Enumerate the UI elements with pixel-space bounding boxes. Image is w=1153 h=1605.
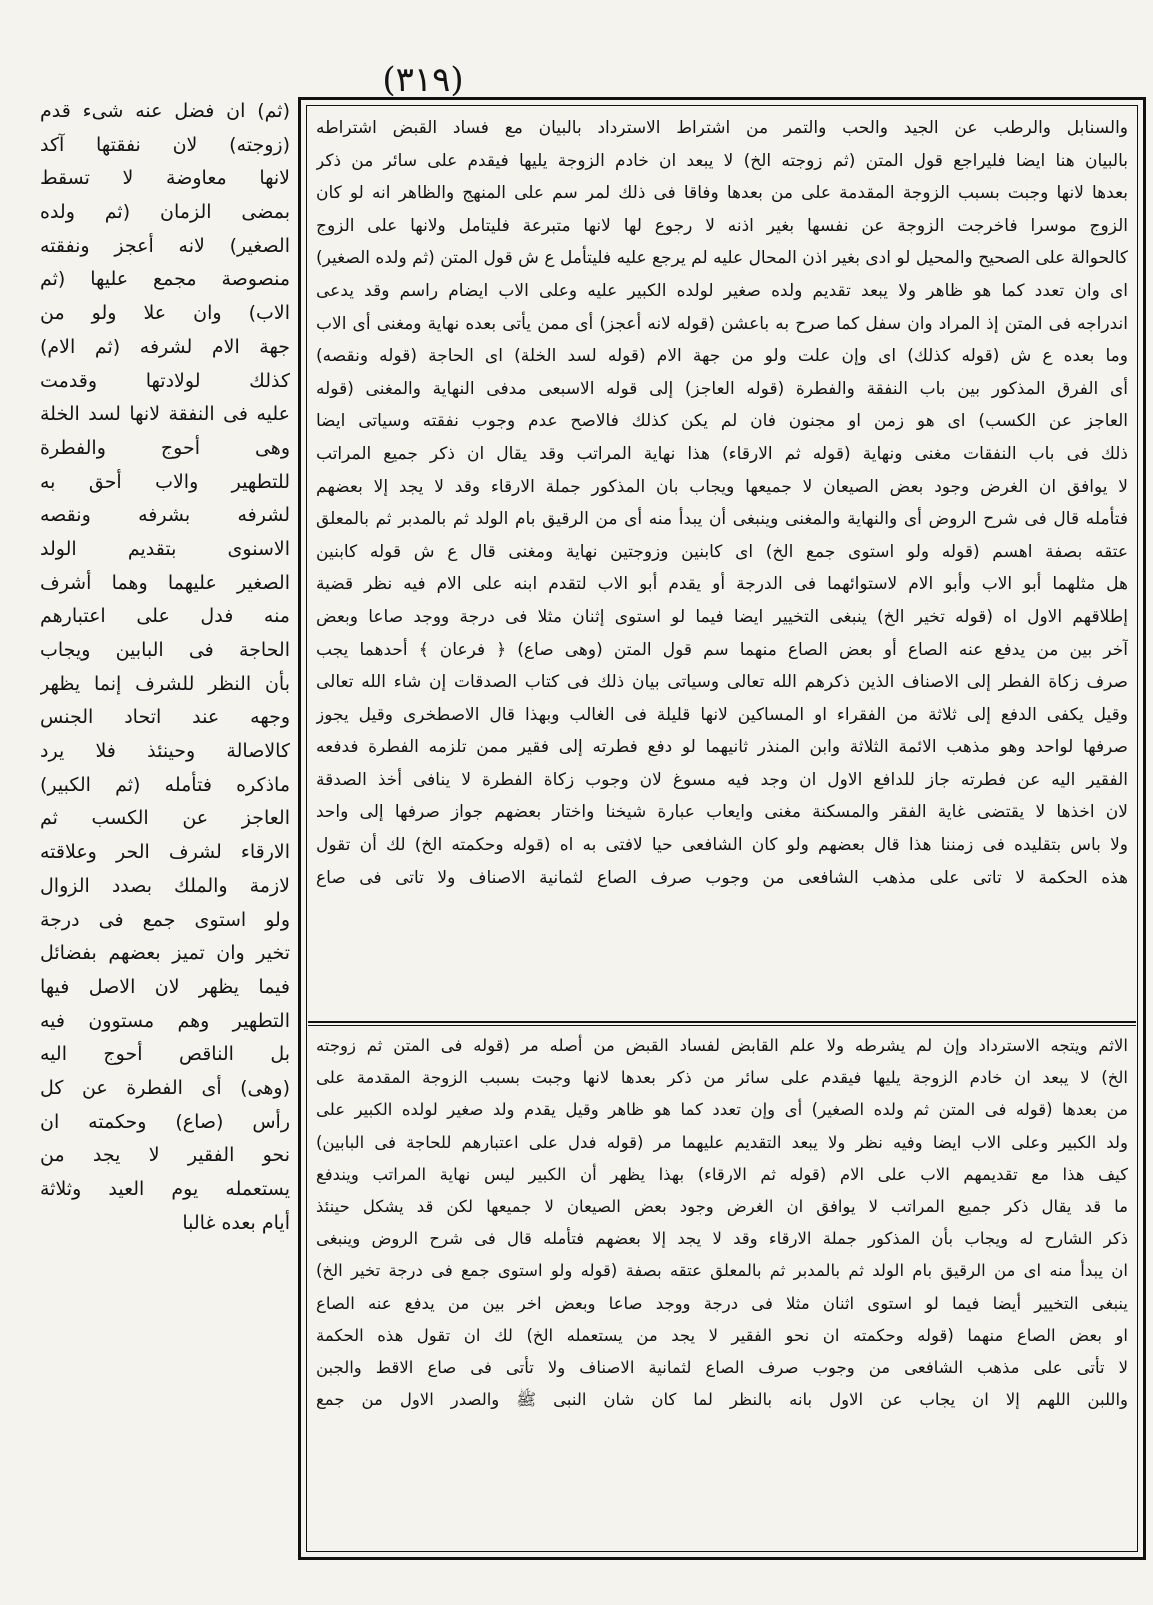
margin-text-line: بأن النظر للشرف إنما يظهر [40,672,290,695]
margin-text-line: التطهير وهم مستوون فيه [40,1009,290,1032]
margin-text-line: عليه فى النفقة لانها لسد الخلة [40,403,290,426]
upper-text-line: وقيل يكفى الدفع إلى ثلاثة من الفقراء او المساكين لانها قليلة فى الغالب وبهذا قال الاصطخرى وقيل يجوز [316,704,1128,725]
margin-text-line: نحو الفقير لا يجد من [40,1144,290,1167]
margin-text-line: للتطهير والاب أحق به [40,470,290,493]
margin-text-line: منصوصة مجمع عليها (ثم [40,268,290,291]
margin-text-line: فيما يظهر لان الاصل فيها [40,975,290,998]
upper-text-line: لان اخذها لا يقتضى غاية الفقر والمسكنة مغنى وايعاب عبارة شيخنا واختار بعضهم جواز صرفها إلى واحد [316,802,1128,823]
upper-text-line: صرف زكاة الفطر إلى الاصناف الذين ذكرهم الله تعالى وسياتى بيان ذلك فى كتاب الصدقات إن شاء الله تعالى [316,672,1128,693]
lower-text-line: الخ) لا يبعد ان خادم الزوجة يليها فيقدم على سائر من ذكر بعدها لانها وجبت بسبب الزوجة المقدمة على [316,1068,1128,1088]
margin-text-line: الاب) وان علا ولو من [40,302,290,325]
margin-text-line: لشرفه بشرفه ونقصه [40,504,290,527]
upper-commentary-block [316,112,1128,894]
upper-text-line: ولا باس بتقليده فى زمننا هذا قال بعضهم ولو كان الشافعى حيا لافتى به اه (قوله وحكمته الخ) لك أن تقول [316,835,1128,856]
margin-text-line: وجهه عند اتحاد الجنس [40,706,290,729]
lower-text-line: لا تأتى على مذهب الشافعى من وجوب صرف الصاع لثمانية الاصناف ولا تأتى فى صاع الاقط والجبن [316,1357,1128,1377]
upper-text-line: آخر بين من يدفع عنه الصاع أو بعض الصاع منهما سم قول المتن (وهى صاع) ﴿ فرعان ﴾ أحدهما يجب [316,639,1128,660]
margin-text-line: كذلك لولادتها وقدمت [40,369,290,392]
margin-text-line: الحاجة فى البابين ويجاب [40,639,290,661]
upper-text-line: إطلاقهم الاول اه (قوله تخير الخ) ينبغى التخيير ايضا فيما لو استوى إثنان مثلا فى درجة ووجد صاعا وبعض [316,606,1128,627]
upper-text-line: صرفها لواحد وهو مذهب الائمة الثلاثة وابن المنذر ثانيهما لو دفع فطرته إلى فقير ممن تلزمه الفطرة فدفعه [316,737,1128,758]
margin-text-line: ماذكره فتأمله (ثم الكبير) [40,773,290,796]
upper-text-line: وما بعده ع ش (قوله كذلك) اى وإن علت ولو من جهة الام (قوله لسد الخلة) اى الحاجة (قوله ونقصه) [316,346,1128,367]
upper-text-line: هذه الحكمة لا تاتى على مذهب الشافعى من وجوب صرف الصاع لثمانية الاصناف ولا تاتى فى صاع [316,867,1128,888]
margin-text-line: بل الناقص أحوج اليه [40,1043,290,1066]
lower-text-line: ان يبدأ منه اى من الرقيق بام الولد ثم بالمدبر ثم بالمعلق عتقه بصفة (قوله ولو استوى جمع فى درجة تخير الخ) [316,1261,1128,1281]
lower-text-line: الاثم ويتجه الاسترداد وإن لم يشرطه ولا علم القابض لفساد القبض من أصله مر (قوله فى المتن ثم زوجته [316,1036,1128,1055]
margin-matn-column [40,95,290,1240]
upper-text-line: الزوج موسرا فاخرجت الزوجة عن نفسها بغير اذنه لا رجوع لها لانها متبرعة فليتامل ولانها على الزوج [316,215,1128,236]
lower-text-line: او بعض الصاع منهما (قوله وحكمته ان نحو الفقير لا يجد من يستعمله الخ) لك ان تقول هذه الحكمة [316,1325,1128,1345]
margin-text-line: (وهى) أى الفطرة عن كل [40,1076,290,1099]
margin-text-line: لانها معاوضة لا تسقط [40,167,290,190]
upper-text-line: والسنابل والرطب عن الجيد والحب والتمر من اشتراط الاسترداد بالبيان مع فساد القبض اشتراطه [316,118,1128,138]
lower-text-line: ذكر الشارح له ويجاب بأن المذكور جملة الارقاء وقد لا يجد إلا بعضهم فتأمله قال فى شرح الروض وينبغى [316,1229,1128,1249]
margin-text-line: كالاصالة وحينئذ فلا يرد [40,740,290,763]
margin-text-line: أيام بعده غالبا [182,1211,290,1234]
margin-text-line: تخير وان تميز بعضهم بفضائل [40,942,290,965]
upper-text-line: الفقير اليه عن فطرته جاز للدافع الاول ان وجد فيه مسوغ لان وجوب زكاة الفطرة لا ينافى أخذ الصدقة [316,769,1128,790]
margin-text-line: العاجز عن الكسب ثم [40,807,290,830]
lower-text-line: ما قد يقال ذكر جميع المراتب لا يوافق ان الغرض وجود بعض الصيعان لا جميعها لكن قد يشكل حينئذ [316,1196,1128,1216]
upper-text-line: بالبيان هنا ايضا فليراجع قول المتن (ثم زوجته الخ) لا يبعد ان خادم الزوجة يليها فيقدم على سائر من ذكر [316,150,1128,171]
upper-text-line: أى الفرق المذكور بين باب النفقة والفطرة (قوله العاجز) إلى قوله الاسبعى مدفى النهاية والمغنى (قوله [316,378,1128,399]
lower-text-line: ولد الكبير وعلى الاب ايضا وفيه نظر ولا يبعد التقديم عليهما مر (قوله فدل على اعتبارهم للحاجة فى البابين) [316,1132,1128,1152]
margin-text-line: ولو استوى جمع فى درجة [40,908,290,931]
margin-text-line: الاسنوى بتقديم الولد [40,537,290,560]
upper-text-line: بعدها لانها وجبت بسبب الزوجة المقدمة على من بعدها وفاقا فى ذلك لمر سم على المنهج والظاهر انه لو كان [316,183,1128,204]
upper-text-line: لا يوافق ان الغرض وجود بعض الصيعان لا جميعها ويجاب بان المذكور جملة الارقاء وقد لا يجد إلا بعضهم [316,476,1128,497]
upper-text-line: كالحوالة على الصحيح والمحيل لو ادى بغير اذن المحال عليه لم يرجع عليه فليتأمل ع ش قول المتن (ثم ولده الصغير) [316,248,1128,269]
margin-text-line: يستعمله يوم العيد وثلاثة [40,1178,290,1200]
section-divider [308,1021,1136,1023]
upper-text-line: عتقه بصفة اهسم (قوله ولو استوى جمع الخ) اى كابنين وزوجتين نهاية ومغنى قال ع ش قوله كابنين [316,541,1128,562]
margin-text-line: رأس (صاع) وحكمته ان [40,1110,290,1133]
upper-text-line: اندراجه فى المتن إذ المراد وان سفل كما صرح به باعشن (قوله لانه أعجز) أى ممن يأتى بعده نهاية ومغنى أى الاب [316,313,1128,334]
margin-text-line: منه فدل على اعتبارهم [40,605,290,628]
margin-text-line: الصغير) لانه أعجز ونفقته [40,234,290,257]
lower-commentary-block [316,1030,1128,1416]
margin-text-line: بمضى الزمان (ثم ولده [40,201,290,224]
upper-text-line: ذلك فى باب النفقات مغنى ونهاية (قوله ثم الارقاء) هذا نهاية المراتب وقد يقال ان ذكر جميع المراتب [316,443,1128,464]
upper-text-line: فتأمله قال فى شرح الروض أى والنهاية والمغنى وينبغى أن يبدأ منه أى من الرقيق بام الولد ثم بالمدبر ثم بالمعلق [316,509,1128,530]
upper-text-line: العاجز عن الكسب) اى هو زمن او مجنون فان لم يكن كذلك فالاصح عدم وجوب نفقته وسياتى ايضا [316,411,1128,432]
section-divider-thin [308,1025,1136,1026]
margin-text-line: الارقاء لشرف الحر وعلاقته [40,841,290,864]
margin-text-line: لازمة والملك بصدد الزوال [40,874,290,897]
margin-text-line: جهة الام لشرفه (ثم الام) [40,335,290,358]
upper-text-line: هل مثلهما أبو الاب وأبو الام لاستوائهما فى الدرجة أو يقدم أبو الاب لتقدم ابنه على الام فيه نظر قضية [316,574,1128,595]
page-number: (٣١٩) [382,60,464,100]
margin-text-line: (زوجته) لان نفقتها آكد [40,133,290,156]
lower-text-line: من بعدها (قوله فى المتن ثم ولده الصغير) أى وإن تعدد كما هو ظاهر وقيل يقدم ولد صغير لولده الكبير على [316,1100,1128,1120]
lower-text-line: ينبغى التخيير أيضا فيما لو استوى اثنان مثلا فى درجة ووجد صاعا وبعض اخر بين من يدفع عنه الصاع [316,1293,1128,1313]
lower-text-line: كيف هذا مع تقديمهم الاب على الام (قوله ثم الارقاء) بهذا يظهر أن الكبير ليس نهاية المراتب ويندفع [316,1164,1128,1184]
margin-text-line: وهى أحوج والفطرة [40,436,290,459]
margin-text-line: الصغير عليهما وهما أشرف [40,571,290,594]
lower-text-line: واللبن اللهم إلا ان يجاب عن الاول بانه بالنظر لما كان شان النبى ﷺ والصدر الاول من جمع [316,1390,1128,1410]
margin-text-line: (ثم) ان فضل عنه شىء قدم [40,100,290,122]
upper-text-line: اى وان تعدد كما هو ظاهر ولا يبعد تقديم ولده صغير لولده الكبير عليه وعلى الاب ايضام راسم وقد يدعى [316,280,1128,301]
